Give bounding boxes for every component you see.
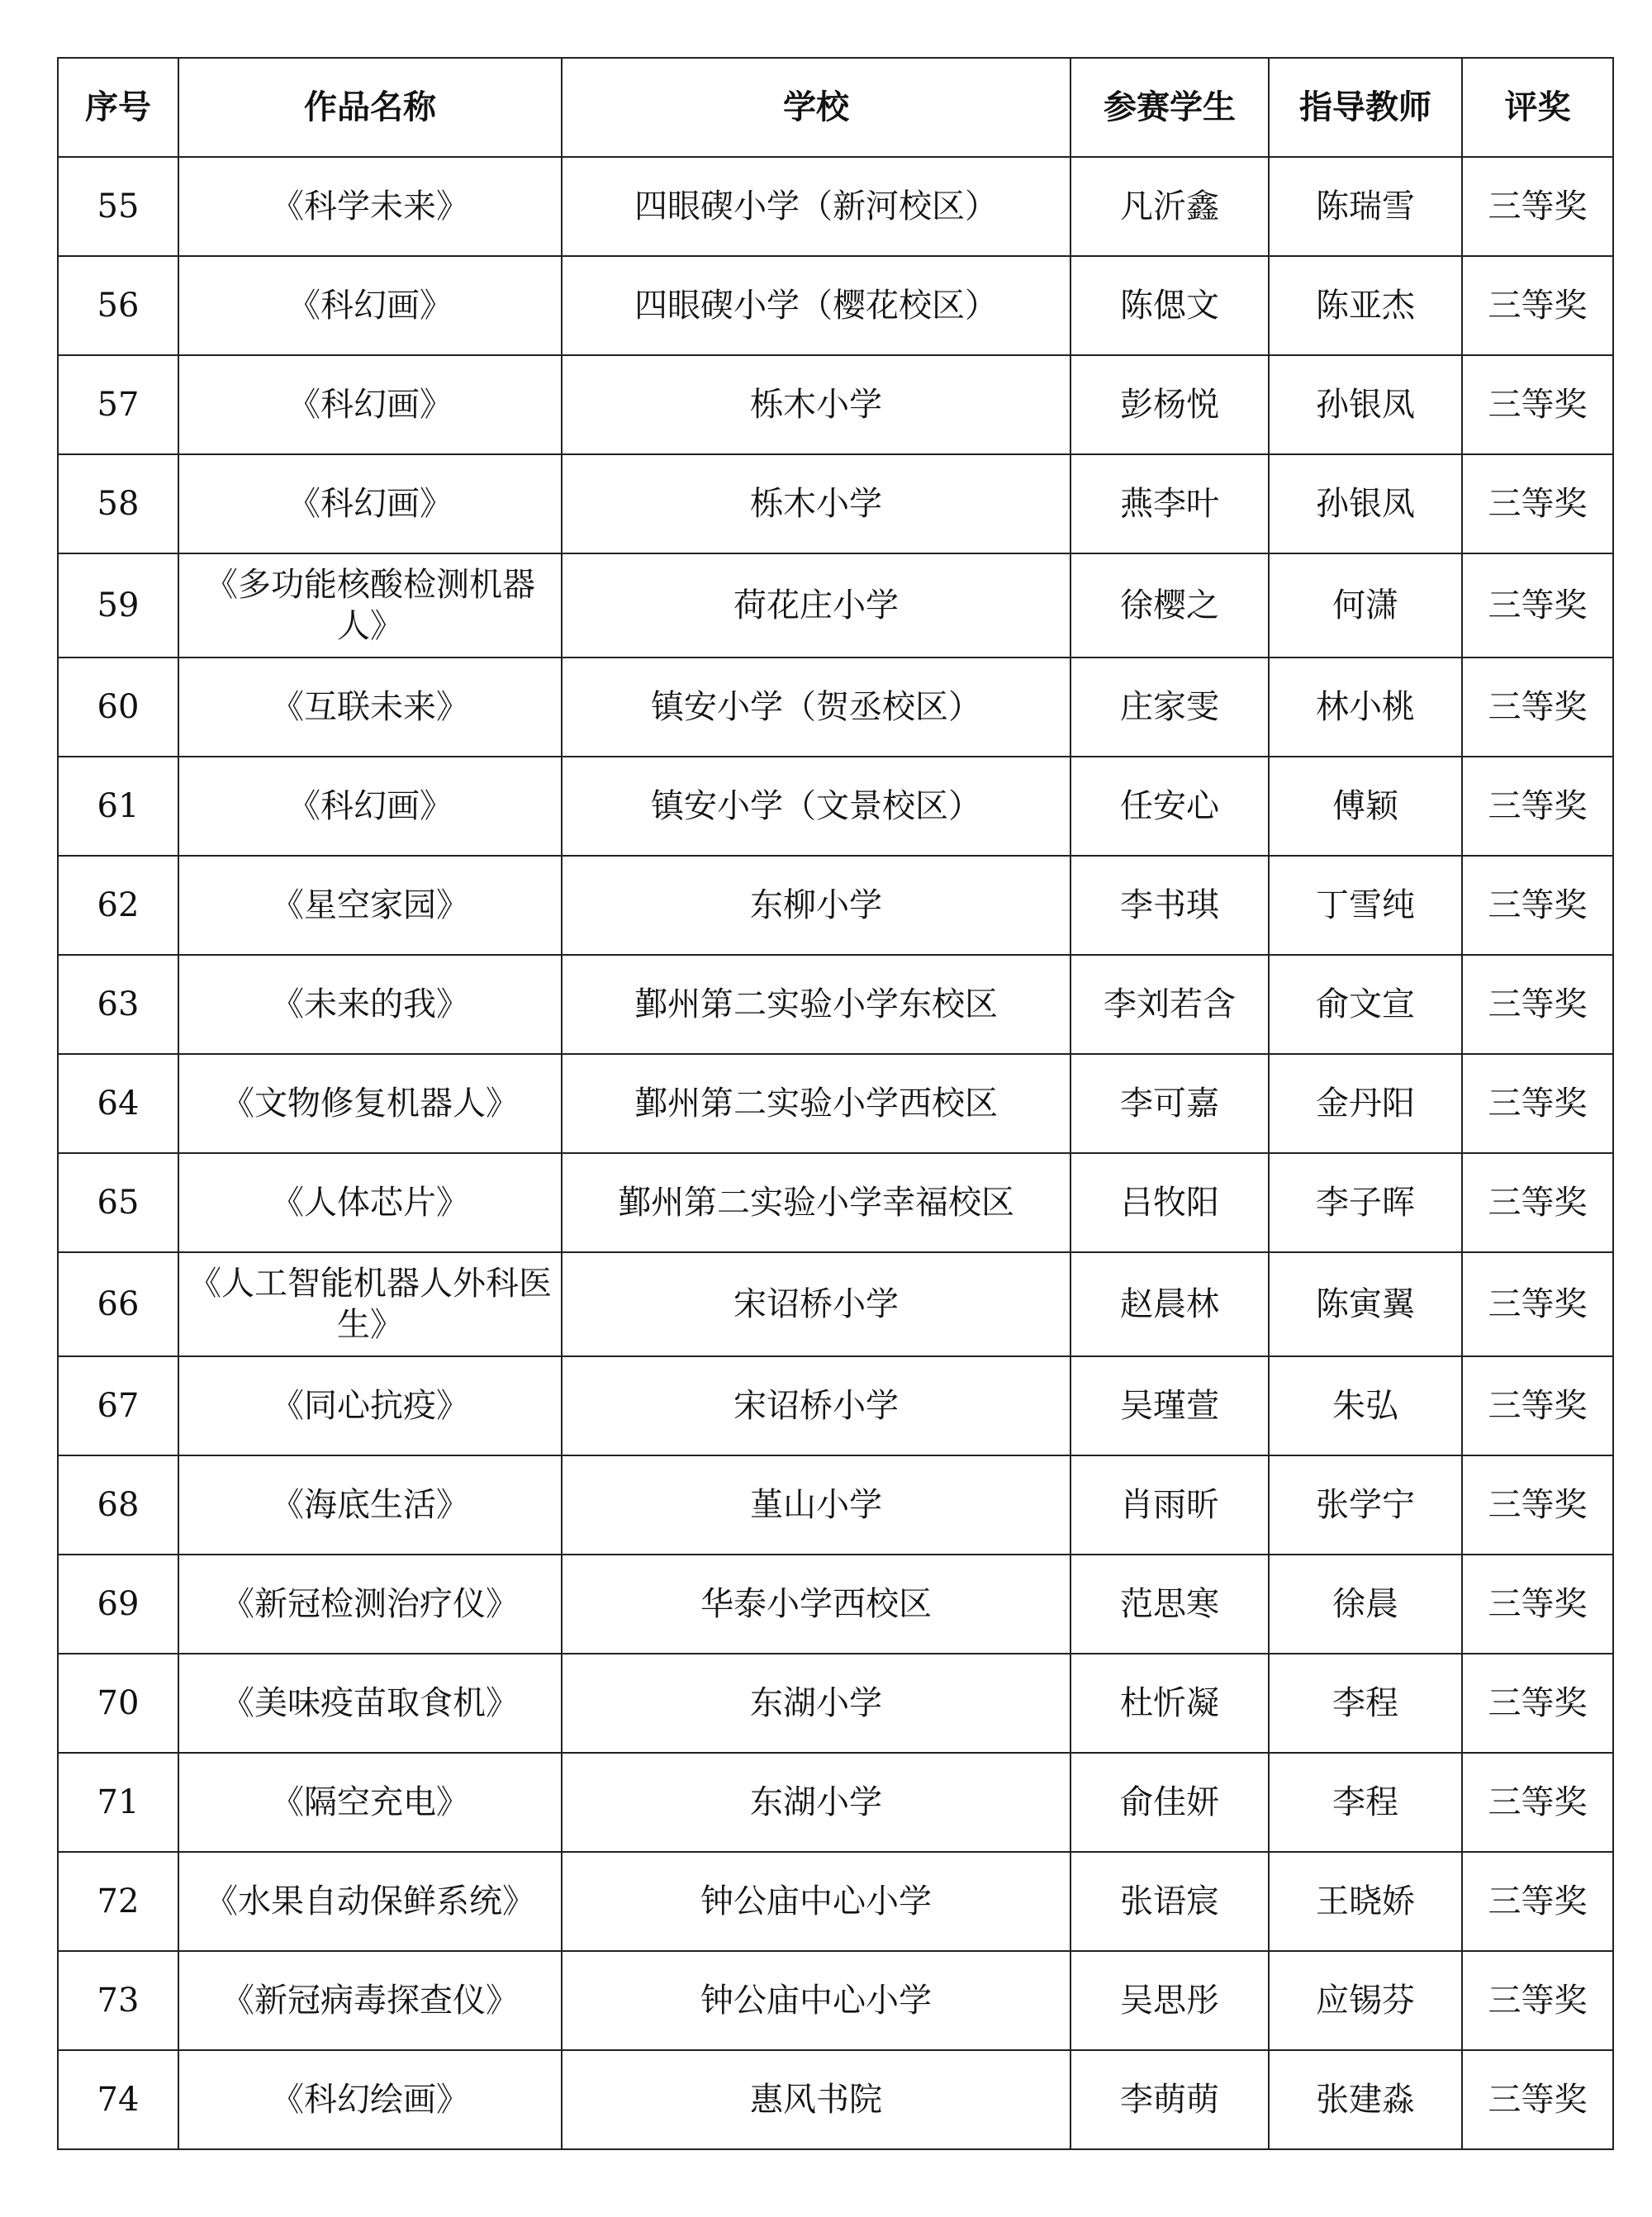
row-no: 67 xyxy=(58,1356,178,1455)
row-school: 东湖小学 xyxy=(562,1654,1070,1753)
table-row xyxy=(58,1153,1613,1252)
row-title: 《科幻画》 xyxy=(178,355,562,454)
row-no: 57 xyxy=(58,355,178,454)
row-teacher: 陈瑞雪 xyxy=(1269,157,1462,256)
row-school: 四眼碶小学（新河校区） xyxy=(562,157,1070,256)
row-no: 56 xyxy=(58,256,178,355)
table-row xyxy=(58,1753,1613,1852)
row-no: 55 xyxy=(58,157,178,256)
row-teacher: 徐晨 xyxy=(1269,1555,1462,1654)
row-title: 《水果自动保鲜系统》 xyxy=(178,1852,562,1951)
row-award: 三等奖 xyxy=(1462,2050,1613,2149)
row-school: 宋诏桥小学 xyxy=(562,1356,1070,1455)
row-award: 三等奖 xyxy=(1462,955,1613,1054)
row-student: 肖雨昕 xyxy=(1070,1455,1269,1555)
row-student: 俞佳妍 xyxy=(1070,1753,1269,1852)
row-teacher: 陈亚杰 xyxy=(1269,256,1462,355)
row-title: 《同心抗疫》 xyxy=(178,1356,562,1455)
row-title: 《隔空充电》 xyxy=(178,1753,562,1852)
table-row xyxy=(58,1356,1613,1455)
table-row xyxy=(58,757,1613,856)
row-no: 61 xyxy=(58,757,178,856)
row-title: 《人体芯片》 xyxy=(178,1153,562,1252)
row-no: 62 xyxy=(58,856,178,955)
row-school: 荷花庄小学 xyxy=(562,553,1070,658)
table-row xyxy=(58,553,1613,658)
header-row xyxy=(58,58,1613,157)
row-award: 三等奖 xyxy=(1462,157,1613,256)
row-student: 庄家雯 xyxy=(1070,658,1269,757)
row-award: 三等奖 xyxy=(1462,856,1613,955)
row-teacher: 朱弘 xyxy=(1269,1356,1462,1455)
row-school: 东柳小学 xyxy=(562,856,1070,955)
table-row xyxy=(58,454,1613,553)
row-no: 64 xyxy=(58,1054,178,1153)
row-award: 三等奖 xyxy=(1462,1054,1613,1153)
table-row xyxy=(58,1555,1613,1654)
row-teacher: 何潇 xyxy=(1269,553,1462,658)
row-award: 三等奖 xyxy=(1462,1753,1613,1852)
row-teacher: 张建淼 xyxy=(1269,2050,1462,2149)
row-student: 赵晨林 xyxy=(1070,1252,1269,1356)
table-row xyxy=(58,157,1613,256)
row-student: 张语宸 xyxy=(1070,1852,1269,1951)
row-teacher: 俞文宣 xyxy=(1269,955,1462,1054)
row-award: 三等奖 xyxy=(1462,1455,1613,1555)
table-row xyxy=(58,1654,1613,1753)
row-student: 吴思彤 xyxy=(1070,1951,1269,2050)
table-row xyxy=(58,1852,1613,1951)
row-school: 宋诏桥小学 xyxy=(562,1252,1070,1356)
row-title: 《互联未来》 xyxy=(178,658,562,757)
table-row xyxy=(58,256,1613,355)
row-no: 60 xyxy=(58,658,178,757)
row-school: 栎木小学 xyxy=(562,454,1070,553)
row-no: 73 xyxy=(58,1951,178,2050)
row-title: 《新冠检测治疗仪》 xyxy=(178,1555,562,1654)
row-teacher: 林小桃 xyxy=(1269,658,1462,757)
row-award: 三等奖 xyxy=(1462,1951,1613,2050)
row-teacher: 孙银凤 xyxy=(1269,355,1462,454)
row-school: 鄞州第二实验小学东校区 xyxy=(562,955,1070,1054)
row-no: 65 xyxy=(58,1153,178,1252)
row-teacher: 孙银凤 xyxy=(1269,454,1462,553)
row-title: 《科幻画》 xyxy=(178,757,562,856)
row-student: 任安心 xyxy=(1070,757,1269,856)
table-row xyxy=(58,658,1613,757)
header-school: 学校 xyxy=(562,58,1070,157)
row-award: 三等奖 xyxy=(1462,1356,1613,1455)
row-award: 三等奖 xyxy=(1462,454,1613,553)
row-title: 《科学未来》 xyxy=(178,157,562,256)
table-row xyxy=(58,1455,1613,1555)
header-title: 作品名称 xyxy=(178,58,562,157)
row-title: 《科幻画》 xyxy=(178,454,562,553)
row-title: 《星空家园》 xyxy=(178,856,562,955)
row-student: 李萌萌 xyxy=(1070,2050,1269,2149)
row-school: 华泰小学西校区 xyxy=(562,1555,1070,1654)
row-award: 三等奖 xyxy=(1462,1555,1613,1654)
row-award: 三等奖 xyxy=(1462,658,1613,757)
header-no: 序号 xyxy=(58,58,178,157)
row-no: 59 xyxy=(58,553,178,658)
table-row xyxy=(58,2050,1613,2149)
row-student: 彭杨悦 xyxy=(1070,355,1269,454)
row-school: 镇安小学（文景校区） xyxy=(562,757,1070,856)
row-student: 凡沂鑫 xyxy=(1070,157,1269,256)
row-no: 63 xyxy=(58,955,178,1054)
row-award: 三等奖 xyxy=(1462,1252,1613,1356)
row-teacher: 金丹阳 xyxy=(1269,1054,1462,1153)
row-school: 堇山小学 xyxy=(562,1455,1070,1555)
row-student: 吴瑾萱 xyxy=(1070,1356,1269,1455)
table-row xyxy=(58,856,1613,955)
row-teacher: 丁雪纯 xyxy=(1269,856,1462,955)
row-no: 58 xyxy=(58,454,178,553)
row-school: 栎木小学 xyxy=(562,355,1070,454)
table-row xyxy=(58,955,1613,1054)
row-title: 《多功能核酸检测机器人》 xyxy=(178,553,562,658)
row-award: 三等奖 xyxy=(1462,355,1613,454)
awards-table xyxy=(57,57,1614,2150)
row-teacher: 李程 xyxy=(1269,1753,1462,1852)
row-award: 三等奖 xyxy=(1462,256,1613,355)
row-title: 《新冠病毒探查仪》 xyxy=(178,1951,562,2050)
row-no: 66 xyxy=(58,1252,178,1356)
row-school: 四眼碶小学（樱花校区） xyxy=(562,256,1070,355)
row-student: 李可嘉 xyxy=(1070,1054,1269,1153)
row-student: 杜忻凝 xyxy=(1070,1654,1269,1753)
row-school: 惠风书院 xyxy=(562,2050,1070,2149)
row-teacher: 李子晖 xyxy=(1269,1153,1462,1252)
row-award: 三等奖 xyxy=(1462,1654,1613,1753)
row-award: 三等奖 xyxy=(1462,757,1613,856)
row-student: 陈偲文 xyxy=(1070,256,1269,355)
row-student: 李刘若含 xyxy=(1070,955,1269,1054)
row-teacher: 李程 xyxy=(1269,1654,1462,1753)
row-no: 70 xyxy=(58,1654,178,1753)
row-school: 镇安小学（贺丞校区） xyxy=(562,658,1070,757)
row-award: 三等奖 xyxy=(1462,1852,1613,1951)
row-school: 鄞州第二实验小学西校区 xyxy=(562,1054,1070,1153)
table-row xyxy=(58,1054,1613,1153)
row-teacher: 应锡芬 xyxy=(1269,1951,1462,2050)
row-student: 范思寒 xyxy=(1070,1555,1269,1654)
row-school: 东湖小学 xyxy=(562,1753,1070,1852)
row-student: 徐樱之 xyxy=(1070,553,1269,658)
row-school: 钟公庙中心小学 xyxy=(562,1951,1070,2050)
row-no: 74 xyxy=(58,2050,178,2149)
row-no: 69 xyxy=(58,1555,178,1654)
row-no: 72 xyxy=(58,1852,178,1951)
row-title: 《海底生活》 xyxy=(178,1455,562,1555)
table-row xyxy=(58,1252,1613,1356)
row-no: 68 xyxy=(58,1455,178,1555)
row-title: 《人工智能机器人外科医生》 xyxy=(178,1252,562,1356)
row-award: 三等奖 xyxy=(1462,553,1613,658)
row-teacher: 王晓娇 xyxy=(1269,1852,1462,1951)
row-title: 《科幻画》 xyxy=(178,256,562,355)
row-no: 71 xyxy=(58,1753,178,1852)
row-title: 《文物修复机器人》 xyxy=(178,1054,562,1153)
row-student: 燕李叶 xyxy=(1070,454,1269,553)
row-award: 三等奖 xyxy=(1462,1153,1613,1252)
row-title: 《科幻绘画》 xyxy=(178,2050,562,2149)
row-teacher: 陈寅翼 xyxy=(1269,1252,1462,1356)
row-school: 钟公庙中心小学 xyxy=(562,1852,1070,1951)
header-teacher: 指导教师 xyxy=(1269,58,1462,157)
row-title: 《美味疫苗取食机》 xyxy=(178,1654,562,1753)
row-student: 李书琪 xyxy=(1070,856,1269,955)
row-teacher: 张学宁 xyxy=(1269,1455,1462,1555)
row-student: 吕牧阳 xyxy=(1070,1153,1269,1252)
header-award: 评奖 xyxy=(1462,58,1613,157)
row-teacher: 傅颖 xyxy=(1269,757,1462,856)
row-school: 鄞州第二实验小学幸福校区 xyxy=(562,1153,1070,1252)
header-student: 参赛学生 xyxy=(1070,58,1269,157)
table-row xyxy=(58,1951,1613,2050)
row-title: 《未来的我》 xyxy=(178,955,562,1054)
table-row xyxy=(58,355,1613,454)
